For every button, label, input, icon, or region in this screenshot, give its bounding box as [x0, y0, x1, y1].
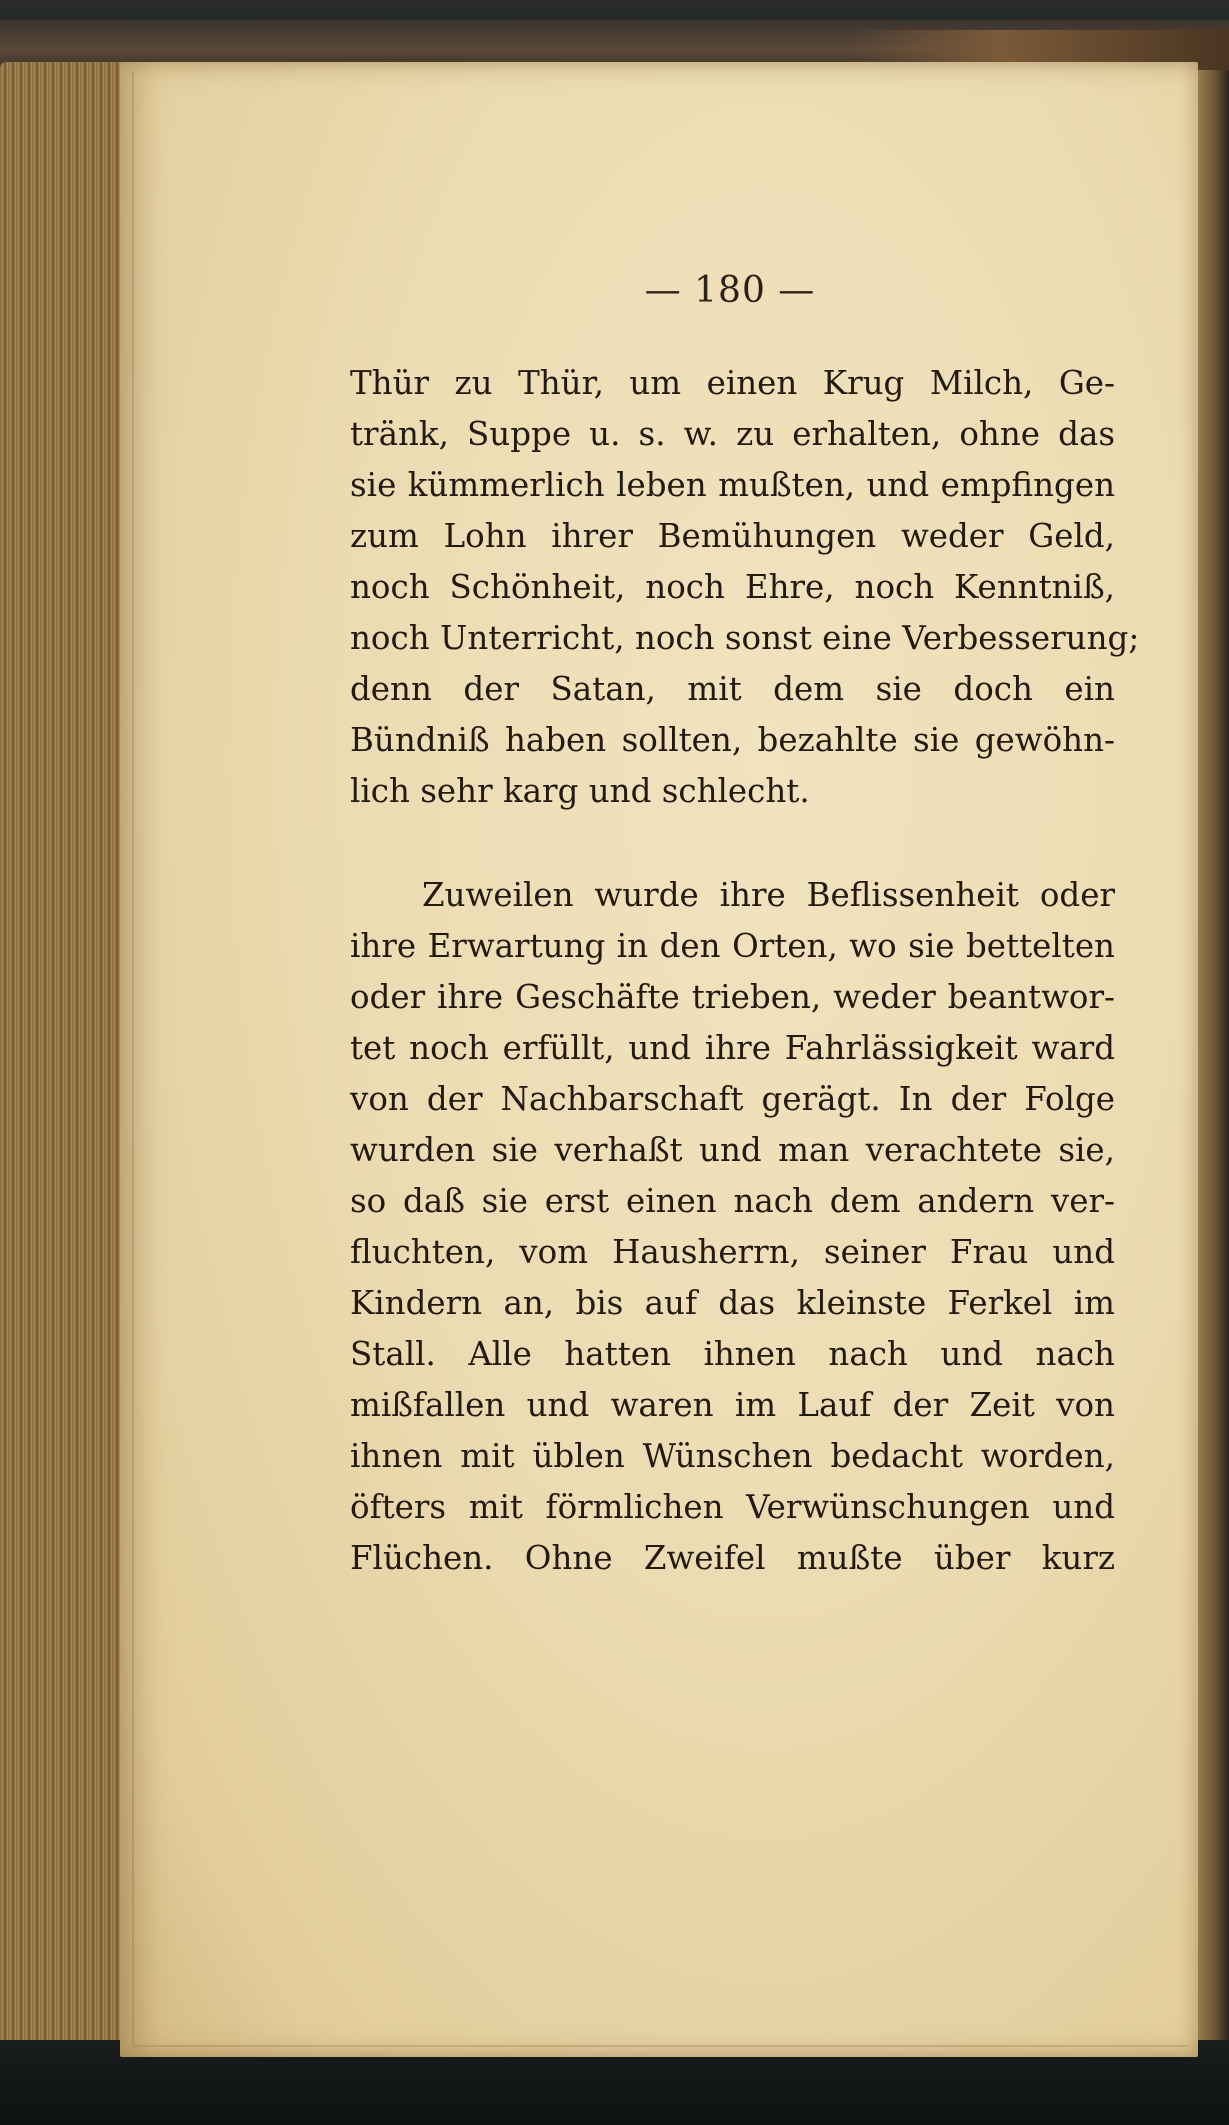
paragraph-1	[350, 358, 1140, 817]
text-line: öfters mit förmlichen Verwünschungen und	[350, 1488, 1115, 1526]
text-line: fluchten, vom Hausherrn, seiner Frau und	[350, 1233, 1115, 1271]
text-line: ihnen mit üblen Wünschen bedacht worden,	[350, 1437, 1115, 1475]
text-line: lich sehr karg und schlecht.	[350, 772, 810, 810]
text-line: denn der Satan, mit dem sie doch ein	[350, 670, 1115, 708]
paragraph-2	[350, 870, 1115, 1584]
text-line: tet noch erfüllt, und ihre Fahrlässigkeit ward	[350, 1029, 1115, 1067]
page-number: — 180 —	[644, 270, 816, 311]
text-line: mißfallen und waren im Lauf der Zeit von	[350, 1386, 1115, 1424]
text-line: Thür zu Thür, um einen Krug Milch, Ge-	[350, 364, 1115, 402]
page-edges-left	[0, 62, 140, 2062]
text-line: noch Schönheit, noch Ehre, noch Kenntniß,	[350, 568, 1115, 606]
text-line: Zuweilen wurde ihre Beflissenheit oder	[422, 876, 1115, 914]
text-line: oder ihre Geschäfte trieben, weder beantwor-	[350, 978, 1115, 1016]
text-line: Kindern an, bis auf das kleinste Ferkel im	[350, 1284, 1115, 1322]
text-line: noch Unterricht, noch sonst eine Verbesserung;	[350, 619, 1140, 657]
text-line: Stall. Alle hatten ihnen nach und nach	[350, 1335, 1115, 1373]
text-line: ihre Erwartung in den Orten, wo sie bettelten	[350, 927, 1115, 965]
text-line: Flüchen. Ohne Zweifel mußte über kurz	[350, 1539, 1115, 1577]
text-line: wurden sie verhaßt und man verachtete sie,	[350, 1131, 1115, 1169]
page-edge-right	[1196, 70, 1229, 2050]
text-line: Bündniß haben sollten, bezahlte sie gewöhn-	[350, 721, 1115, 759]
text-line: von der Nachbarschaft gerägt. In der Folge	[350, 1080, 1115, 1118]
text-line: zum Lohn ihrer Bemühungen weder Geld,	[350, 517, 1115, 555]
text-line: tränk, Suppe u. s. w. zu erhalten, ohne das	[350, 415, 1115, 453]
text-line: sie kümmerlich leben mußten, und empfingen	[350, 466, 1115, 504]
text-line: so daß sie erst einen nach dem andern ver-	[350, 1182, 1115, 1220]
